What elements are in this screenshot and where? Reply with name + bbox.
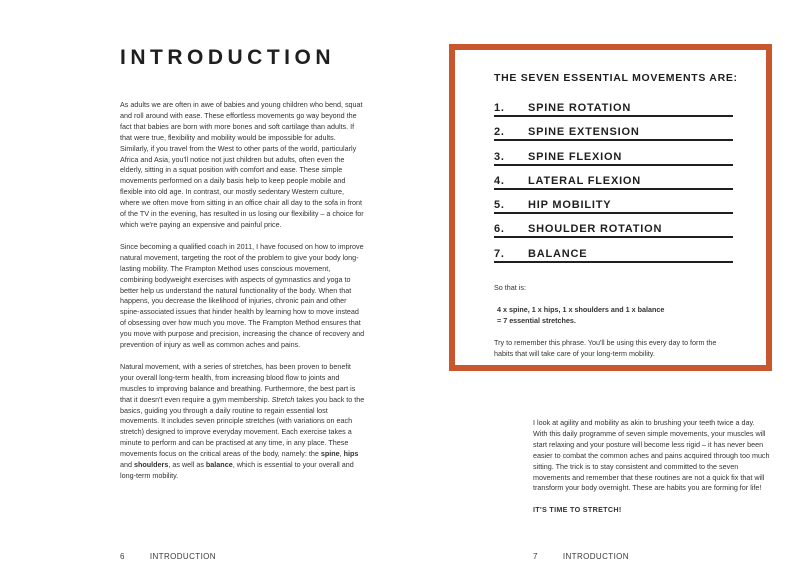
paragraph-text: Natural movement, with a series of stretches, has been proven to benefit your overall long-term health, from increasing blood flow to joints and muscles to improving balance and breathing. Furthermore, the best part is that it doesn't even require a gym membership.: [120, 361, 356, 404]
emphasis-balance: balance: [205, 460, 233, 470]
movement-item: [494, 241, 733, 263]
closing-text: [533, 418, 770, 527]
formula-line-1: 4 x spine, 1 x hips, 1 x shoulders and 1 x balance: [497, 304, 665, 314]
emphasis-spine: spine: [320, 449, 340, 459]
paragraph-text: takes you back to the basics, guiding you through a daily routine to regain essential lost movements. It includes seven principle stretches (with variations on each stretch) designed to improve everyday movement. Each exercise takes a minute to perform and can be practised at any time, in any place. These movements focus on the critical areas of the body, namely: the: [120, 394, 365, 459]
remember-text: Try to remember this phrase. You'll be using this every day to form the habits that will take care of your long-term mobility.: [494, 337, 717, 358]
movement-label: LATERAL FLEXION: [528, 174, 642, 187]
movement-number: 6.: [494, 223, 505, 236]
so-that-is: So that is:: [494, 283, 526, 292]
movement-label: HIP MOBILITY: [528, 199, 612, 212]
movement-label: BALANCE: [528, 247, 588, 260]
running-head: INTRODUCTION: [149, 552, 216, 561]
movement-number: 5.: [494, 199, 505, 212]
intro-paragraph-2: Since becoming a qualified coach in 2011, I have focused on how to improve natural movement, targeting the root of the problem to give your body long-lasting mobility. The Frampton Method uses conscious movement, combining bodyweight exercises with aspects of gymnastics and yoga to better help us understand the natural functionality of the body. When that happens, you decrease the likelihood of injuries, chronic pain and other spine-associated issues that hinder health by learning how to move instead of obsessing over how much you move. The Frampton Method ensures that you move with purpose and precision, increasing the chance of recovery and prevention of injury as well as common aches and pains.: [120, 241, 365, 350]
page-title: INTRODUCTION: [120, 46, 335, 69]
movement-number: 2.: [494, 126, 505, 139]
intro-paragraph-3: [120, 362, 365, 482]
running-head: INTRODUCTION: [562, 552, 629, 561]
movement-label: SPINE EXTENSION: [528, 126, 640, 139]
movement-item: [494, 216, 733, 238]
movement-label: SHOULDER ROTATION: [528, 223, 663, 236]
formula-line-2: = 7 essential stretches.: [497, 315, 576, 325]
page-number: 6: [120, 552, 125, 561]
movement-item: [494, 119, 733, 141]
emphasis-shoulders: shoulders: [134, 460, 169, 470]
intro-paragraph-1: As adults we are often in awe of babies and young children who bend, squat and roll around with ease. These effortless movements go way beyond the fact that babies are born with more bones and soft cartilage than adults. If that were true, flexibility and mobility would be impossible for adults. Similarly, if you travel from the West to other parts of the world, particularly Africa and Asia, you'll notice not just children but adults, often even the elderly, sitting in a squat position with comfort and ease. These simple movements performed on a daily basis help to keep people mobile and flexible into old age. In contrast, our mostly sedentary Western culture, where we often move from sitting in an office chair all day to the sofa in front of the TV in the evening, has resulted in us losing our flexibility – a choice for which we're paying an expensive and painful price.: [120, 100, 364, 229]
movement-item: [494, 168, 733, 190]
right-page: [405, 0, 810, 574]
paragraph-text: ,: [339, 449, 344, 459]
book-title: Stretch: [271, 394, 295, 404]
intro-body: [120, 100, 365, 493]
call-to-action: IT'S TIME TO STRETCH!: [533, 505, 622, 515]
paragraph-text: , which is essential to your overall and long-term mobility.: [120, 460, 354, 480]
paragraph-text: , as well as: [168, 460, 206, 470]
box-heading: THE SEVEN ESSENTIAL MOVEMENTS ARE:: [494, 72, 738, 84]
movement-number: 4.: [494, 174, 505, 187]
box-text: [494, 283, 729, 371]
right-footer: [533, 552, 629, 561]
left-footer: [120, 552, 216, 561]
movement-label: SPINE FLEXION: [528, 150, 623, 163]
movement-number: 3.: [494, 150, 505, 163]
movement-label: SPINE ROTATION: [528, 102, 632, 114]
movement-number: 1.: [494, 102, 505, 114]
closing-paragraph: I look at agility and mobility as akin to brushing your teeth twice a day. With this daily programme of seven simple movements, your muscles will start relaxing and your posture will become less rigid – it has never been easier to combat the common aches and pains acquired through too much sitting. The trick is to stay consistent and committed to the seven movements and remember that these routines are not a quick fix that will transform your body overnight. These are habits you are forming for life!: [533, 418, 770, 493]
emphasis-hips: hips: [343, 449, 359, 459]
movement-item: [494, 144, 733, 166]
formula: [494, 305, 729, 327]
movements-box: [449, 44, 772, 371]
movement-item: [494, 192, 733, 214]
movement-list: [494, 95, 733, 265]
movement-number: 7.: [494, 247, 505, 260]
movement-item: [494, 95, 733, 117]
paragraph-text: and: [120, 460, 134, 470]
page-number: 7: [533, 552, 538, 561]
